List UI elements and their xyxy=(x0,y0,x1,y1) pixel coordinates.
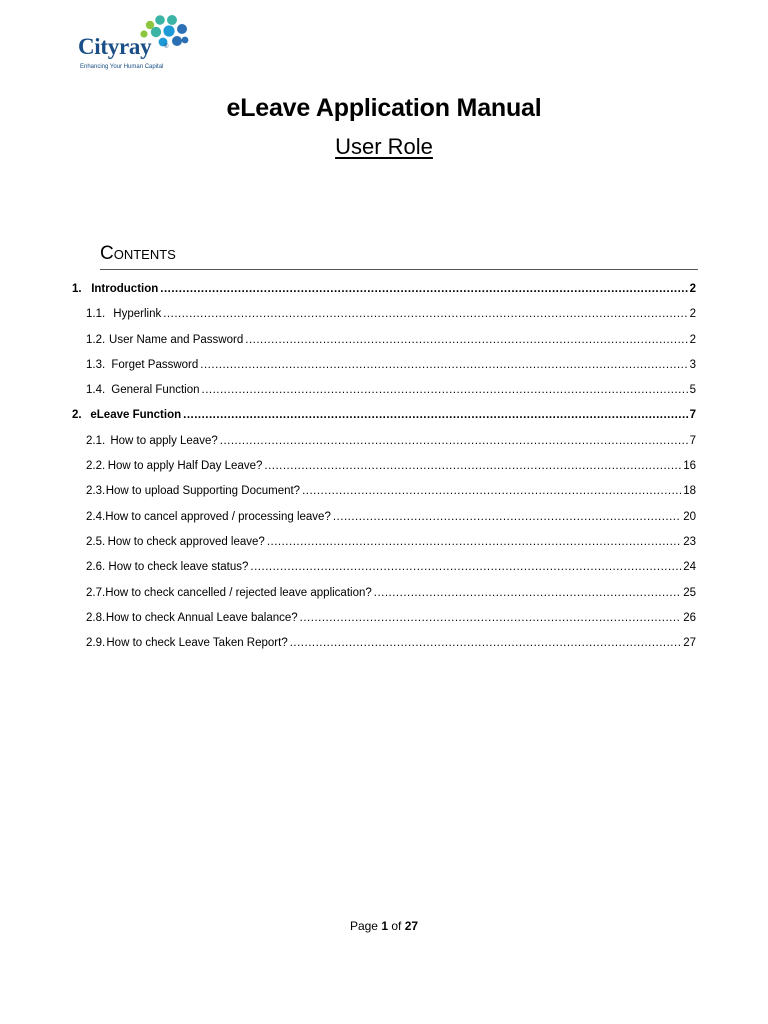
toc-dot-leader xyxy=(220,435,688,447)
toc-entry-number: 2.6. xyxy=(86,561,106,574)
toc-entry-label: Hyperlink xyxy=(113,308,162,321)
toc-dot-leader xyxy=(160,283,687,295)
logo-tagline: Enhancing Your Human Capital xyxy=(80,64,164,70)
logo-dot xyxy=(167,15,177,25)
toc-entry[interactable] xyxy=(72,485,696,510)
toc-dot-leader xyxy=(290,637,681,649)
logo-wordmark: Cityray xyxy=(78,34,152,59)
toc-dot-leader xyxy=(264,460,681,472)
toc-entry-label: How to upload Supporting Document? xyxy=(105,485,301,498)
toc-entry[interactable] xyxy=(72,359,696,384)
toc-entry-page: 5 xyxy=(689,384,696,397)
logo-dot xyxy=(155,15,165,25)
toc-entry-number: 2.8. xyxy=(86,611,106,624)
toc-entry-page: 25 xyxy=(683,586,696,599)
toc-entry-label: How to cancel approved / processing leave? xyxy=(105,510,331,523)
toc-dot-leader xyxy=(267,536,681,548)
toc-dot-leader xyxy=(302,485,681,497)
toc-entry-label: How to check Annual Leave balance? xyxy=(105,611,298,624)
toc-entry[interactable] xyxy=(72,511,696,536)
toc-entry-number: 2.2. xyxy=(86,460,106,473)
toc-entry-page: 2 xyxy=(689,308,696,321)
toc-entry-label: Forget Password xyxy=(111,358,199,371)
toc-entry[interactable] xyxy=(72,460,696,485)
toc-dot-leader xyxy=(374,587,681,599)
toc-entry-label: General Function xyxy=(111,384,200,397)
toc-entry-label: User Name and Password xyxy=(109,333,244,346)
logo-dot xyxy=(151,27,161,37)
document-title: eLeave Application Manual xyxy=(226,94,542,122)
toc-entry-number: 1.1. xyxy=(86,308,106,321)
logo-dot xyxy=(182,37,189,44)
toc-entry-number: 2.5. xyxy=(86,535,106,548)
toc-entry-page: 18 xyxy=(683,485,696,498)
toc-dot-leader xyxy=(183,409,687,421)
toc-entry[interactable] xyxy=(72,283,696,308)
toc-entry-label: How to apply Half Day Leave? xyxy=(107,460,263,473)
toc-entry-number: 2.7. xyxy=(86,586,106,599)
toc-dot-leader xyxy=(333,511,681,523)
toc-entry-label: How to check Leave Taken Report? xyxy=(106,637,288,650)
toc-entry[interactable] xyxy=(72,612,696,637)
toc-entry-label: How to check leave status? xyxy=(108,561,249,574)
toc-dot-leader xyxy=(300,612,682,624)
toc-entry-number: 1.4. xyxy=(86,384,106,397)
toc-entry-number: 2.4. xyxy=(86,510,106,523)
logo-dot xyxy=(172,36,182,46)
toc-entry-page: 16 xyxy=(683,460,696,473)
toc-entry-number: 1. xyxy=(72,283,82,295)
toc-entry-label: Introduction xyxy=(91,283,159,295)
logo-reg-mark: ® xyxy=(164,44,169,50)
toc-dot-leader xyxy=(202,384,688,396)
toc-dot-leader xyxy=(245,334,687,346)
toc-entry-label: How to check approved leave? xyxy=(107,535,265,548)
contents-heading: Contents xyxy=(100,243,698,270)
toc-entry-label: eLeave Function xyxy=(90,409,182,422)
toc-dot-leader xyxy=(250,561,681,573)
toc-entry-number: 1.2. xyxy=(86,333,106,346)
toc-entry-number: 2.1. xyxy=(86,434,106,447)
toc-entry-page: 24 xyxy=(683,561,696,574)
footer-total-pages: 27 xyxy=(404,919,419,933)
toc-entry[interactable] xyxy=(72,409,696,434)
toc-entry-page: 23 xyxy=(683,535,696,548)
toc-entry-page: 7 xyxy=(689,434,696,447)
document-subtitle xyxy=(0,134,768,160)
logo-dot xyxy=(163,25,174,36)
toc-entry-page: 20 xyxy=(683,510,696,523)
toc-entry-number: 2. xyxy=(72,409,82,422)
toc-dot-leader xyxy=(163,308,687,320)
toc-entry-page: 2 xyxy=(689,333,696,346)
toc-entry[interactable] xyxy=(72,587,696,612)
toc-entry-page: 26 xyxy=(683,611,696,624)
toc-entry[interactable] xyxy=(72,384,696,409)
subtitle-text: User Role xyxy=(335,134,433,159)
page-footer xyxy=(0,919,768,933)
toc-entry[interactable] xyxy=(72,435,696,460)
toc-entry-number: 1.3. xyxy=(86,358,106,371)
table-of-contents xyxy=(72,283,696,662)
logo-dot xyxy=(177,24,187,34)
toc-entry-label: How to check cancelled / rejected leave application? xyxy=(105,586,372,599)
toc-entry-number: 2.3. xyxy=(86,485,106,498)
toc-dot-leader xyxy=(200,359,687,371)
toc-entry[interactable] xyxy=(72,637,696,662)
toc-entry-page: 2 xyxy=(689,283,696,295)
toc-entry[interactable] xyxy=(72,308,696,333)
toc-entry-page: 7 xyxy=(689,409,696,422)
footer-page-word: Page xyxy=(349,919,378,933)
toc-entry-page: 3 xyxy=(689,358,696,371)
toc-entry-label: How to apply Leave? xyxy=(110,434,218,447)
toc-entry-page: 27 xyxy=(683,637,696,650)
toc-entry[interactable] xyxy=(72,561,696,586)
footer-of-word: of xyxy=(391,919,402,933)
toc-entry[interactable] xyxy=(72,536,696,561)
footer-current-page: 1 xyxy=(381,919,388,933)
cityray-logo xyxy=(78,14,198,76)
toc-entry[interactable] xyxy=(72,334,696,359)
toc-entry-number: 2.9. xyxy=(86,637,106,650)
